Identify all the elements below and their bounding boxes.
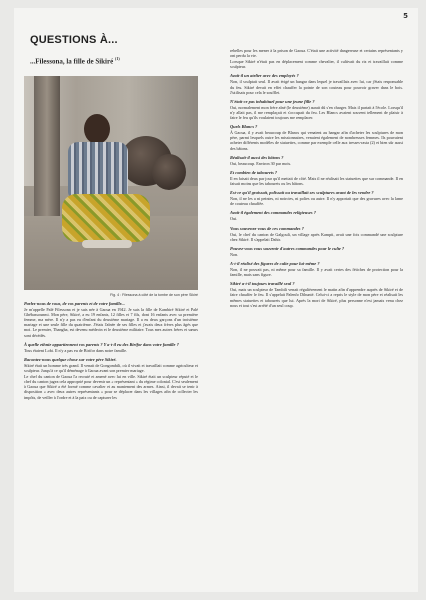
interview-answer: Tous étaient Lobi. Il n'y a pas eu de Birifor dans notre famille. [24, 347, 128, 353]
page-number: 5 [403, 12, 408, 20]
interview-question: Racontez-nous quelque chose sur votre père Sikiré. [24, 356, 117, 362]
right-column [230, 48, 403, 309]
interview-question: Pouvez-vous vous souvenir d'autres commandes pour le culte ? [230, 245, 345, 251]
subtitle-note: (1) [114, 56, 120, 61]
interview-answer: Non, il ne les a ni peintes, ni noircies, ni polies ou autre. Il n'y apportait que des gravures avec la lame de couteau chauffée. [230, 196, 403, 207]
interview-answer: Oui. [230, 216, 238, 222]
interview-question: Réalisait-il aussi des bâtons ? [230, 154, 284, 160]
interview-answer: Oui, mais un sculpteur de Tambili venait régulièrement le matin afin d'apprendre auprès de Sikiré et de faire chauffer le feu. Il s'appelait Palenfo Dihunté. Celui-ci a repris le style de mon père et réalisait les mêmes statuettes et tabourets que lui. Après la mort de Sikiré, plus personne n'est jamais venu chez nous et tout s'est arrêté d'un seul coup. [230, 287, 403, 308]
interview-answer: Lorsque Sikiré n'était pas en déplacement comme chevalier, il cultivait du riz et travaillait comme sculpteur. [230, 59, 403, 70]
interview-answer: Oui, normalement mon frère aîné (le deuxième) aurait dû s'en charger. Mais il partait à l'école. Lorsqu'il n'y allait pas, il me remplaçait et s'occupait du feu. Les Blancs avaient souvent tellement de plaisir à faire le feu qu'ils voulaient toujours me remplacer. [230, 104, 403, 121]
person-head [84, 114, 110, 144]
interview-answer: Sikiré était un homme très grand. Il venait de Gongombili, où il vivait et travaillait comme agriculteur et sculpteur. Jusqu'à ce qu'il déménage à Gaoua avant son premier mariage. [24, 362, 198, 374]
interview-question: À quelle ethnie appartiennent vos parents ? Y a-t-il eu des Birifor dans votre famille ? [24, 341, 179, 347]
photo-jar-small [152, 154, 186, 190]
interview-answer: Non, il sculptait seul. Il avait érigé un hangar dans lequel je travaillais avec lui, car j'étais responsable du feu. Sikiré devait en effet chauffer la pointe de son couteau pour pouvoir graver dans le bois. J'utilisais pour cela le soufflet. [230, 79, 403, 95]
photo-post [34, 76, 60, 216]
interview-question: Avait-il également des commandes religieuses ? [230, 210, 316, 216]
subtitle-text: ...Filessona, la fille de Sikiré [30, 57, 114, 66]
article-title: QUESTIONS À... [30, 34, 118, 46]
interview-question: Et combien de tabourets ? [230, 169, 278, 175]
person-feet [82, 240, 132, 248]
interview-question: Vous souvenez-vous de ces commandes ? [230, 225, 304, 231]
person-wrap-skirt [62, 194, 150, 242]
article-subtitle [30, 56, 120, 65]
interview-question: Quels Blancs ? [230, 124, 258, 130]
interview-question: A-t-il réalisé des figures de culte pour lui-même ? [230, 261, 320, 266]
interview-answer: À Gaoua, il y avait beaucoup de Blancs qui venaient au hangar afin d'acheter les sculptures de mon père, parmi lesquels outre les missionnaires, venaient également de nombreuses femmes. Ils pouvaient acheter différents modèles de statuettes, comme par exemple celle aux tresses-rasta (2) et bien sûr aussi des bâtons. [230, 130, 403, 151]
interview-question: Parlez-nous de vous, de vos parents et de votre famille... [24, 301, 125, 306]
interview-answer: Non. [230, 251, 239, 257]
person-striped-shirt [68, 142, 128, 198]
interview-question: Sikiré a-t-il toujours travaillé seul ? [230, 281, 295, 287]
left-column [24, 301, 198, 401]
interview-question: Avait-il un atelier avec des employés ? [230, 73, 299, 79]
interview-answer: Oui, beaucoup. Environ 30 par mois. [230, 160, 292, 166]
photo-person [62, 114, 148, 264]
interview-answer: Il en faisait deux par jour qu'il mettait de côté. Mais il ne réalisait les statuettes que sur commande. Il en faisait moins que les tabourets ou les bâtons. [230, 175, 403, 186]
interview-answer: Non, il ne pouvait pas, ni même pour sa famille. Il y avait certes des fétiches de protection pour la famille, mais sans figure. [230, 267, 403, 278]
interview-answer: Oui, le chef du canton de Galgouli, un village après Kampti, avait une fois commandé une sculpture chez Sikiré. Il s'appelait Dahir. [230, 231, 403, 242]
photo-filessona [24, 76, 198, 290]
interview-question: Est-ce qu'il graissait, polissait ou travaillait ses sculptures avant de les vendre ? [230, 190, 374, 196]
photo-caption: Fig. 4 : Filessona à côté de la tombe de son père Sikiré [110, 293, 198, 297]
interview-question: N'était-ce pas inhabituel pour une jeune fille ? [230, 98, 315, 104]
interview-answer: Je m'appelle Palé Filessona et je suis née à Gaoua en 1942. Je suis la fille de Kambiré Sikiré et Palé Ghébassounmi. Mon père, Sikiré, a eu 19 enfants, 12 filles et 7 fils, dont 16 enfants avec sa première femme, ma mère. Il n'y a pas eu d'enfant du deuxième mariage. Il a eu deux garçons d'un troisième mariage et une seule fille du quatrième. J'étais l'aînée de ses filles et j'avais deux frères plus âgés que moi. Le premier, Thangba, est devenu médecin et le deuxième militaire. Tous mes autres frères et sœurs sont décédés. [24, 307, 198, 338]
interview-answer: Le chef du canton de Gaoua l'a recruté et amené avec lui en ville. Sikiré était un sculpteur réputé et le chef du canton jugea cela approprié pour devenir un « représentant » du régime colonial. C'est seulement à Gaoua que Sikiré a été formé comme cavalier et au maniement des armes. Ainsi, il devait se tenir à disposition « avec deux autres représentants » pour se déplacer dans les villages afin de collecter les impôts, de veiller à l'ordre et à la paix ou de capturer les [24, 374, 198, 400]
interview-answer: rebelles pour les mener à la prison de Gaoua. C'était une activité dangereuse et certains représentants y ont perdu la vie. [230, 48, 403, 59]
